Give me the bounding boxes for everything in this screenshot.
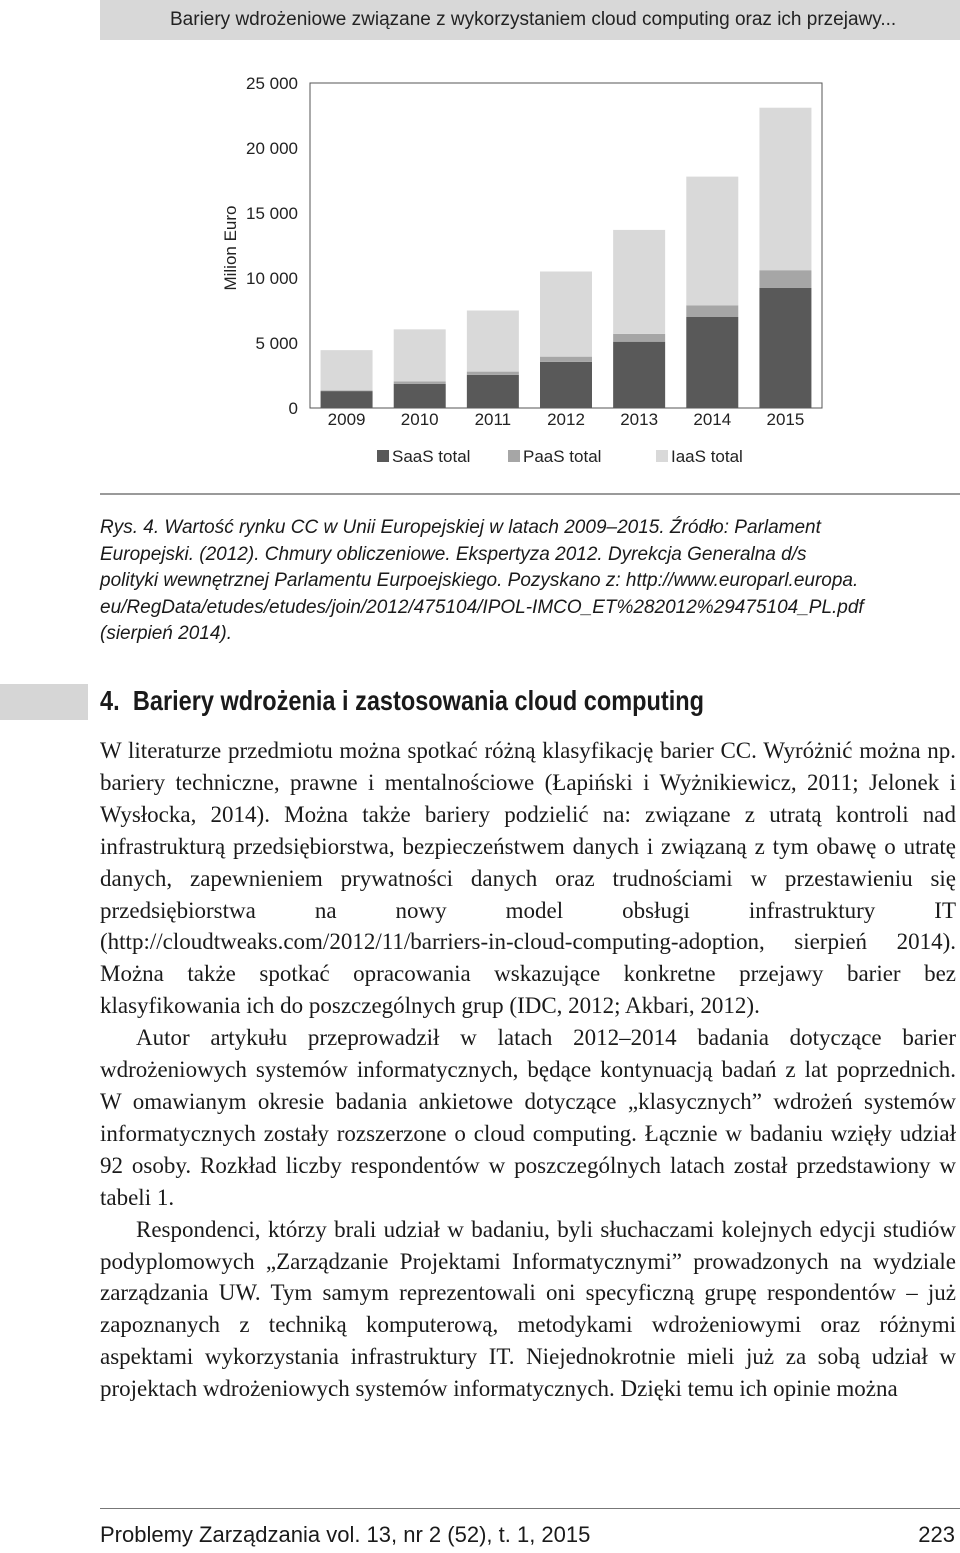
y-tick-label: 5 000 xyxy=(255,334,298,353)
bar-segment-saas-total xyxy=(540,362,592,408)
bar-segment-saas-total xyxy=(394,384,446,408)
x-tick-label: 2009 xyxy=(327,410,366,429)
section-marker-tab xyxy=(0,684,88,720)
stacked-bar-chart xyxy=(100,58,960,493)
legend-label: IaaS total xyxy=(671,447,743,466)
journal-citation: Problemy Zarządzania vol. 13, nr 2 (52), t. 1, 2015 xyxy=(100,1522,591,1547)
paragraph: W literaturze przedmiotu można spotkać różną klasyfikację barier CC. Wyróżnić można np. bariery techniczne, prawne i mentalnościowe (Łapiński i Wyżnikiewicz, 2011; Jelonek i Wysłocka, 2014). Można także bariery podzielić na: związane z utratą kontroli nad infrastrukturą przedsiębiorstwa, bezpieczeństwem danych i związaną z tym obawę o utratę danych, zapewnieniem prywatności danych oraz trudnościami w przestawieniu się przedsiębiorstwa na nowy model obsługi infrastruktury IT (http://cloudtweaks.com/2012/11/barriers-in-cloud-computing-adoption, sierpień 2014). Można także spotkać opracowania wskazujące konkretne przejawy barier bez klasyfikowania ich do poszczególnych grup (IDC, 2012; Akbari, 2012). xyxy=(100,738,956,1019)
bar-segment-paas-total xyxy=(759,270,811,288)
y-tick-label: 25 000 xyxy=(246,74,298,93)
legend-label: SaaS total xyxy=(392,447,471,466)
caption-line: (sierpień 2014). xyxy=(100,623,233,644)
bar-segment-saas-total xyxy=(467,375,519,408)
x-tick-label: 2014 xyxy=(693,410,732,429)
paragraph: Respondenci, którzy brali udział w badaniu, byli słuchaczami kolejnych edycji studiów podyplomowych „Zarządzanie Projektami Informatycznymi” prowadzonych na wydziale zarządzania UW. Tym samym reprezentowali oni specyficzną grupę respondentów – już zapoznanych z techniką komputerową, metodykami wdrożeniowymi oraz różnymi aspektami wykorzystania infrastruktury IT. Niejednokrotnie mieli już za sobą udział w projektach wdrożeniowych systemów informatycznych. Dzięki temu ich opinie można xyxy=(100,1216,956,1402)
bar-segment-paas-total xyxy=(394,381,446,384)
bar-segment-saas-total xyxy=(321,391,373,408)
y-tick-label: 15 000 xyxy=(246,204,298,223)
caption-line: polityki wewnętrznej Parlamentu Eurpoejskiego. Pozyskano z: http://www.europarl.europa. xyxy=(100,570,859,591)
running-header-text: Bariery wdrożeniowe związane z wykorzystaniem cloud computing oraz ich przejawy... xyxy=(170,9,897,30)
bar-segment-saas-total xyxy=(759,288,811,408)
section-title: Bariery wdrożenia i zastosowania cloud computing xyxy=(132,685,704,716)
page-number: 223 xyxy=(918,1522,955,1547)
bar-segment-iaas-total xyxy=(540,272,592,357)
bar-segment-iaas-total xyxy=(613,230,665,334)
bar-segment-paas-total xyxy=(613,334,665,342)
chart-figure xyxy=(100,58,960,495)
bar-segment-iaas-total xyxy=(467,311,519,372)
caption-line: eu/RegData/etudes/etudes/join/2012/475104/IPOL-IMCO_ET%282012%29475104_PL.pdf xyxy=(100,596,864,618)
page-footer xyxy=(100,1508,960,1545)
legend-label: PaaS total xyxy=(523,447,602,466)
body-text xyxy=(100,735,956,1405)
paragraph: Autor artykułu przeprowadził w latach 2012–2014 badania dotyczące barier wdrożeniowych systemów informatycznych, będące kontynuacją badań z lat poprzednich. W omawianym okresie badania ankietowe dotyczące „klasycznych” wdrożeń systemów informatycznych zostały rozszerzone o cloud computing. Łącznie w badaniu wzięły udział 92 osoby. Rozkład liczby respondentów w poszczególnych latach został przedstawiony w tabeli 1. xyxy=(100,1025,956,1210)
bar-segment-saas-total xyxy=(686,317,738,408)
bar-segment-saas-total xyxy=(613,342,665,408)
bar-segment-paas-total xyxy=(467,372,519,375)
running-header xyxy=(100,0,960,40)
section-heading xyxy=(100,680,822,722)
figure-caption xyxy=(100,515,960,648)
caption-line: Europejski. (2012). Chmury obliczeniowe. Ekspertyza 2012. Dyrekcja Generalna d/s xyxy=(100,543,807,565)
section-number: 4. xyxy=(100,685,120,716)
bar-segment-iaas-total xyxy=(321,350,373,390)
y-tick-label: 0 xyxy=(288,399,298,418)
x-tick-label: 2015 xyxy=(766,410,805,429)
legend-swatch xyxy=(656,450,668,462)
bar-segment-paas-total xyxy=(321,390,373,391)
x-tick-label: 2010 xyxy=(400,410,439,429)
bar-segment-paas-total xyxy=(540,357,592,362)
y-axis-label: Milion Euro xyxy=(221,205,240,291)
x-tick-label: 2011 xyxy=(474,410,512,429)
x-tick-label: 2013 xyxy=(620,410,659,429)
y-tick-label: 20 000 xyxy=(246,139,298,158)
bar-segment-iaas-total xyxy=(759,108,811,271)
caption-line: Rys. 4. Wartość rynku CC w Unii Europejskiej w latach 2009–2015. Źródło: Parlament xyxy=(100,517,821,538)
x-tick-label: 2012 xyxy=(547,410,585,429)
legend-swatch xyxy=(508,450,520,462)
bar-segment-iaas-total xyxy=(394,329,446,381)
bar-segment-paas-total xyxy=(686,305,738,317)
y-tick-label: 10 000 xyxy=(246,269,298,288)
legend-swatch xyxy=(377,450,389,462)
bar-segment-iaas-total xyxy=(686,177,738,306)
